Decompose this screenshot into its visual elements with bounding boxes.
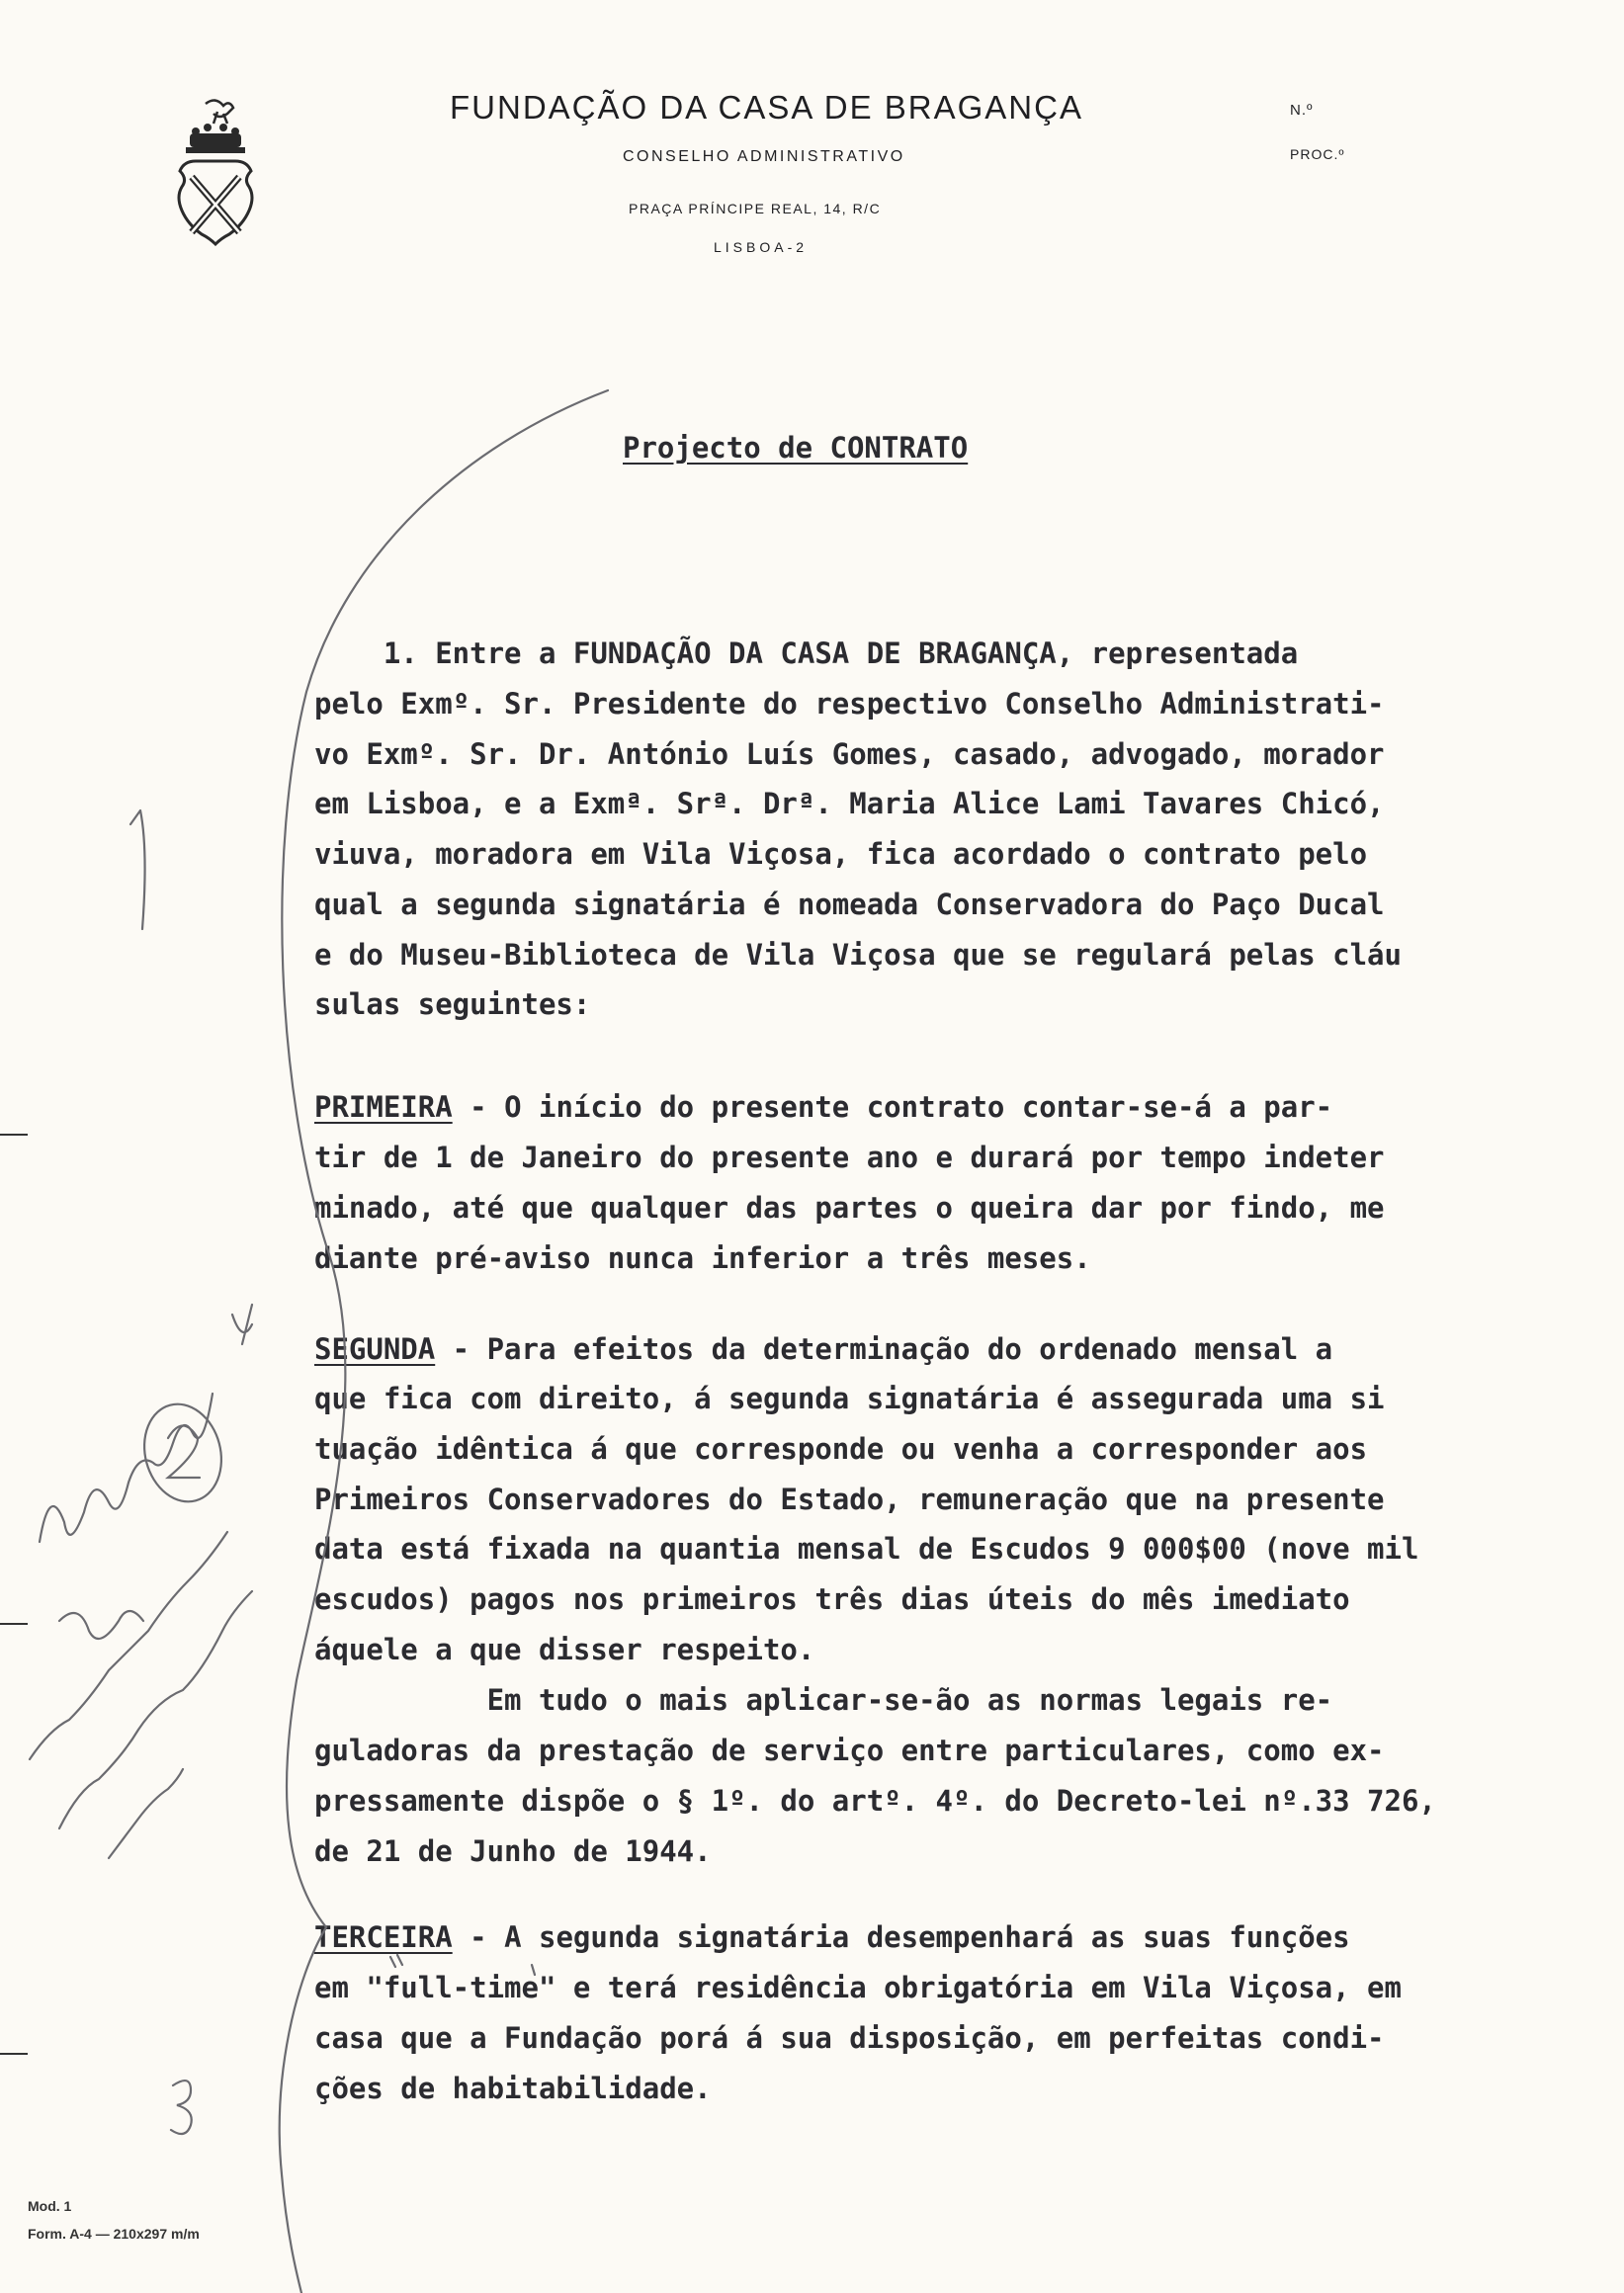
clause-segunda-line: áquele a que disser respeito. — [314, 1633, 815, 1666]
handwritten-note — [40, 1394, 213, 1542]
clause-terceira-line: em "full-time" e terá residência obrigatória em Vila Viçosa, em — [314, 1971, 1402, 2004]
clause-terceira-label: TERCEIRA — [314, 1920, 453, 1954]
document-title: Projecto de CONTRATO — [623, 431, 969, 465]
paragraph-1-line: qual a segunda signatária é nomeada Conservadora do Paço Ducal — [314, 888, 1385, 921]
paragraph-1-line: 1. Entre a FUNDAÇÃO DA CASA DE BRAGANÇA, representada — [314, 637, 1299, 670]
clause-terceira-line: casa que a Fundação porá á sua disposição, em perfeitas condi- — [314, 2021, 1385, 2055]
clause-segunda-line: data está fixada na quantia mensal de Escudos 9 000$00 (nove mil — [314, 1532, 1419, 1566]
paragraph-1-line: e do Museu-Biblioteca de Vila Viçosa que se regulará pelas cláu — [314, 938, 1402, 972]
paragraph-1-line: vo Exmº. Sr. Dr. António Luís Gomes, casado, advogado, morador — [314, 737, 1385, 771]
clause-segunda-line: tuação idêntica á que corresponde ou venha a corresponder aos — [314, 1432, 1368, 1466]
circled-two-digit — [168, 1426, 200, 1479]
clause-terceira-line: ções de habitabilidade. — [314, 2072, 712, 2105]
clause-segunda-first-text: - Para efeitos da determinação do ordenado mensal a — [435, 1332, 1333, 1366]
paragraph-1-line: sulas seguintes: — [314, 987, 591, 1021]
footer-model: Mod. 1 — [28, 2198, 72, 2214]
footer-form: Form. A-4 — 210x297 m/m — [28, 2226, 200, 2242]
margin-bracket-line — [280, 390, 608, 2293]
paragraph-1-line: pelo Exmº. Sr. Presidente do respectivo Conselho Administrati- — [314, 687, 1385, 721]
clause-segunda-line: escudos) pagos nos primeiros três dias úteis do mês imediato — [314, 1582, 1350, 1616]
circled-two — [133, 1396, 231, 1510]
paragraph-1-line: viuva, moradora em Vila Viçosa, fica acordado o contrato pelo — [314, 837, 1368, 871]
clause-segunda-line: guladoras da prestação de serviço entre particulares, como ex- — [314, 1734, 1385, 1767]
clause-primeira-first-text: - O início do presente contrato contar-se-á a par- — [452, 1090, 1333, 1124]
clause-primeira-line: tir de 1 de Janeiro do presente ano e durará por tempo indeter — [314, 1141, 1385, 1174]
clause-segunda-line: Em tudo o mais aplicar-se-ão as normas legais re- — [314, 1683, 1333, 1717]
clause-primeira-label: PRIMEIRA — [314, 1090, 453, 1124]
quote-marks — [390, 1955, 535, 1975]
handwritten-note — [59, 1611, 143, 1639]
letterhead-address: PRAÇA PRÍNCIPE REAL, 14, R/C — [629, 201, 882, 216]
handwritten-note — [232, 1305, 252, 1344]
clause-primeira-line: diante pré-aviso nunca inferior a três meses. — [314, 1241, 1091, 1275]
letterhead-board: CONSELHO ADMINISTRATIVO — [623, 148, 905, 165]
handwritten-number-three — [171, 2081, 192, 2134]
clause-segunda-line: Primeiros Conservadores do Estado, remuneração que na presente — [314, 1483, 1385, 1516]
process-label: PROC.º — [1290, 146, 1345, 162]
clause-segunda-label: SEGUNDA — [314, 1332, 436, 1366]
clause-segunda-line: que fica com direito, á segunda signatária é assegurada uma si — [314, 1382, 1385, 1415]
handwritten-note — [30, 1532, 227, 1759]
clause-primeira-line: minado, até que qualquer das partes o queira dar por findo, me — [314, 1191, 1385, 1225]
clause-terceira-first-text: - A segunda signatária desempenhará as suas funções — [452, 1920, 1350, 1954]
paragraph-1-line: em Lisboa, e a Exmª. Srª. Drª. Maria Alice Lami Tavares Chicó, — [314, 787, 1385, 820]
number-label: N.º — [1290, 102, 1314, 119]
clause-segunda-line: pressamente dispõe o § 1º. do artº. 4º. do Decreto-lei nº.33 726, — [314, 1784, 1436, 1818]
clause-segunda-line: de 21 de Junho de 1944. — [314, 1834, 712, 1868]
letterhead-city: LISBOA-2 — [714, 239, 809, 255]
handwritten-number-one — [130, 810, 145, 929]
letterhead-organization: FUNDAÇÃO DA CASA DE BRAGANÇA — [450, 89, 1083, 126]
handwritten-note — [109, 1769, 183, 1858]
